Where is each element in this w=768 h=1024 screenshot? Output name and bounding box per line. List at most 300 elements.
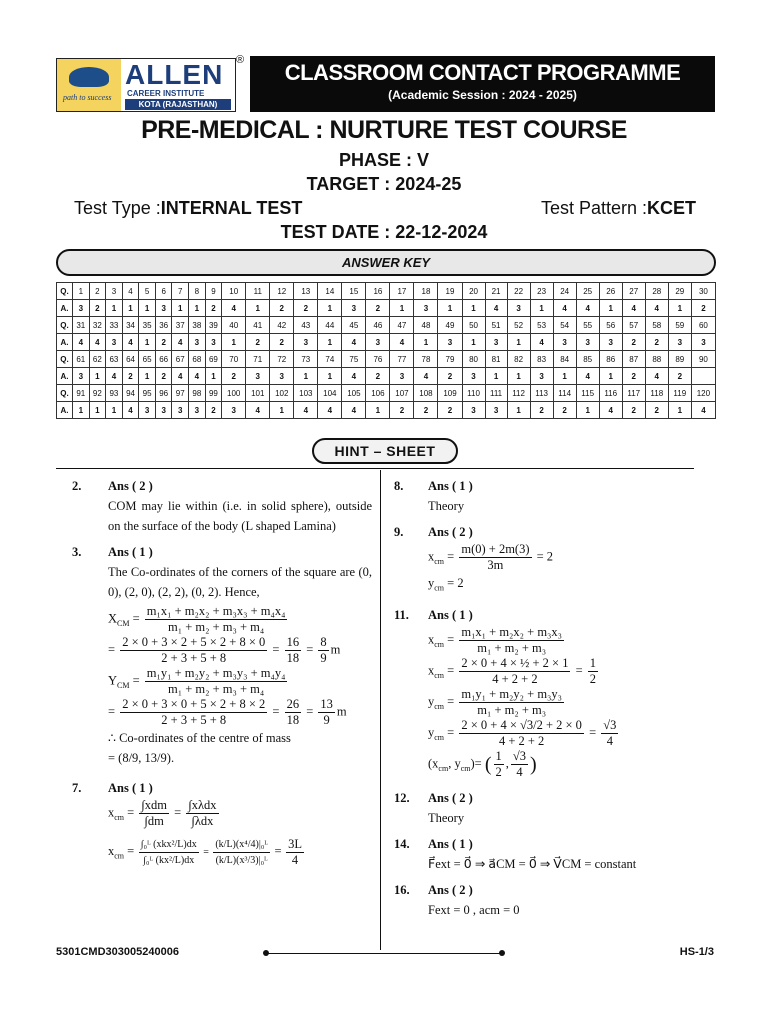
- question-number-cell: 30: [691, 283, 715, 300]
- answer-cell: 3: [438, 334, 462, 351]
- xcm-symbol: X: [108, 611, 118, 626]
- pair-x-num: 1: [495, 748, 502, 763]
- q11-pair-x: [494, 749, 504, 780]
- question-number-cell: 71: [246, 351, 270, 368]
- question-number-cell: 91: [73, 385, 90, 402]
- q9-xcm: $x_{cm}$ = $\frac{m(0) + 2m(3)}{3m}$ = 2: [428, 542, 554, 572]
- xcm-calc-fraction: [120, 635, 267, 666]
- q2-text: COM may lie within (i.e. in solid sphere), outside on the surface of the body (L shaped Lamina): [108, 499, 372, 533]
- question-number-cell: 21: [485, 283, 507, 300]
- q11-xcm-result-num: 1: [589, 655, 597, 670]
- answer-cell: 1: [205, 368, 222, 385]
- answer-cell: 4: [691, 402, 715, 419]
- xcm-r1-num: 16: [286, 635, 300, 649]
- question-number-cell: 15: [342, 283, 366, 300]
- answer-cell: 3: [205, 334, 222, 351]
- q7-number: 7.: [72, 781, 82, 795]
- answer-cell: 1: [462, 334, 485, 351]
- question-number-cell: 8: [189, 283, 206, 300]
- question-number-cell: 56: [599, 317, 622, 334]
- answer-cell: 4: [246, 402, 270, 419]
- question-number-cell: 80: [462, 351, 485, 368]
- row-header-a: A.: [57, 300, 73, 317]
- answer-cell: 2: [622, 368, 645, 385]
- question-number-cell: 1: [73, 283, 90, 300]
- q11-xcm-calc-den: 4 + 2 + 2: [492, 671, 538, 686]
- answer-cell: 1: [438, 300, 462, 317]
- question-number-cell: 45: [342, 317, 366, 334]
- question-number-cell: 70: [222, 351, 246, 368]
- ycm-calc-denominator: 2 + 3 + 5 + 8: [161, 713, 227, 727]
- answer-cell: 2: [622, 402, 645, 419]
- question-number-cell: 33: [106, 317, 123, 334]
- answer-cell: 3: [462, 402, 485, 419]
- question-number-cell: 29: [668, 283, 691, 300]
- question-number-cell: 118: [645, 385, 668, 402]
- row-header-q: Q.: [57, 317, 73, 334]
- pair-y-den: 4: [516, 764, 523, 779]
- answer-cell: 2: [438, 402, 462, 419]
- answer-cell: 3: [530, 368, 553, 385]
- q11-xcm-frac: [459, 625, 564, 656]
- footer-code: 5301CMD303005240006: [56, 946, 179, 958]
- banner-title: CLASSROOM CONTACT PROGRAMME: [284, 60, 681, 85]
- question-number-cell: 16: [366, 283, 390, 300]
- question-number-cell: 42: [270, 317, 294, 334]
- q3-conclusion: ∴ Co-ordinates of the centre of mass: [108, 731, 291, 745]
- q9-ycm: $y_{cm} = 2$: [428, 576, 464, 593]
- q11-ycm-calc: $y_{cm}$ = $\frac{2 \times 0 + 4 \times √3/2 + 2 \times 0}{4 + 2 + 2}$ = $\frac{√3}{4}$: [428, 717, 617, 748]
- answer-cell: 1: [106, 402, 123, 419]
- q7-formula: $x_{cm}$ = $\frac{\text{∫xdm}}{\int dm}$ = $\frac{\text{∫xλdx}}{\text{∫λdx}}$: [108, 798, 217, 828]
- question-number-cell: 7: [172, 283, 189, 300]
- question-number-cell: 87: [622, 351, 645, 368]
- hint-q12: [386, 788, 702, 828]
- hint-q8: [386, 476, 702, 516]
- test-type: [74, 198, 302, 219]
- q16-number: 16.: [394, 882, 410, 897]
- question-number-cell: 72: [270, 351, 294, 368]
- question-number-cell: 110: [462, 385, 485, 402]
- hint-divider: [56, 468, 694, 469]
- q7-integral: $x_{cm}$ = $\frac{\text{∫₀ᴸ (xkx²/L)dx}}{\text{∫₀ᴸ (kx²/L)dx}}$ = $\frac{\text{(k/L)(x⁴/4)|₀ᴸ}}{\text{(k/L)(x³/3)|₀ᴸ}}$ = $\frac{3L}{4}$: [108, 837, 302, 867]
- answer-cell: 4: [342, 402, 366, 419]
- q7-r1-num: ∫xdm: [141, 798, 167, 812]
- question-number-cell: 92: [89, 385, 106, 402]
- q11-ycm-result-den: 4: [606, 733, 613, 748]
- answer-cell: 3: [155, 300, 172, 317]
- answer-cell: 3: [390, 368, 414, 385]
- answer-cell: 3: [485, 402, 507, 419]
- q3-final: = (8/9, 13/9).: [108, 751, 175, 765]
- question-number-cell: 31: [73, 317, 90, 334]
- q7-answer: Ans ( 1 ): [108, 781, 153, 795]
- question-number-cell: 27: [622, 283, 645, 300]
- answer-cell: 2: [205, 300, 222, 317]
- banner-subtitle: (Academic Session : 2024 - 2025): [388, 88, 577, 102]
- answer-cell: 2: [530, 402, 553, 419]
- q9-answer: Ans ( 2 ): [428, 525, 473, 539]
- answer-cell: 2: [294, 300, 318, 317]
- question-number-cell: 113: [530, 385, 553, 402]
- question-number-cell: 32: [89, 317, 106, 334]
- phase-label: PHASE : V: [338, 150, 430, 170]
- q7-result-den: 4: [291, 853, 299, 867]
- answer-cell: 2: [155, 334, 172, 351]
- answer-cell: 3: [155, 402, 172, 419]
- logo-subtitle: CAREER INSTITUTE: [127, 89, 205, 98]
- test-pattern-value: KCET: [647, 198, 696, 218]
- answer-cell: 1: [462, 300, 485, 317]
- answer-cell: 3: [139, 402, 156, 419]
- xcm-denominator: m₁ + m₂ + m₃ + m₄: [168, 620, 265, 634]
- question-number-cell: 79: [438, 351, 462, 368]
- hint-right-column: [386, 476, 702, 920]
- xcm-numerator: m₁x₁ + m₂x₂ + m₃x₃ + m₄x₄: [146, 604, 286, 618]
- answer-cell: 3: [668, 334, 691, 351]
- target-label: TARGET : 2024-25: [306, 174, 462, 194]
- question-number-cell: 108: [414, 385, 438, 402]
- q7-r1-den: ∫dm: [144, 814, 164, 828]
- registered-mark: ®: [236, 54, 245, 66]
- xcm-r2: [318, 635, 328, 666]
- q11-ycm-formula: $y_{cm}$ = $\frac{\text{m₁y₁ + m₂y₂ + m₃y₃}}{\text{m₁ + m₂ + m₃}}$: [428, 686, 563, 717]
- answer-cell: 4: [294, 402, 318, 419]
- question-number-cell: 95: [139, 385, 156, 402]
- row-header-a: A.: [57, 402, 73, 419]
- question-number-cell: 55: [576, 317, 599, 334]
- answer-cell: 1: [599, 300, 622, 317]
- question-number-cell: 44: [318, 317, 342, 334]
- question-number-cell: 117: [622, 385, 645, 402]
- question-number-cell: 6: [155, 283, 172, 300]
- answer-cell: 2: [366, 368, 390, 385]
- row-header-q: Q.: [57, 283, 73, 300]
- test-date: TEST DATE : 22-12-2024: [280, 222, 488, 242]
- question-number-cell: 10: [222, 283, 246, 300]
- answer-cell: 4: [530, 334, 553, 351]
- q11-pair: ($x_{cm}$, $y_{cm})=$ ( $\frac{1}{2}$ , $\frac{√3}{4}$ ): [428, 748, 537, 779]
- answer-cell: 2: [246, 334, 270, 351]
- xcm-r1: [285, 635, 302, 666]
- answer-cell: 1: [189, 300, 206, 317]
- answer-cell: 2: [438, 368, 462, 385]
- answer-cell: 1: [318, 368, 342, 385]
- question-number-cell: 96: [155, 385, 172, 402]
- answer-cell: 4: [73, 334, 90, 351]
- q16-text: Fext = 0 , acm = 0: [428, 902, 520, 917]
- footer-page: HS-1/3: [679, 946, 714, 958]
- answer-cell: 3: [73, 368, 90, 385]
- answer-cell: 4: [172, 334, 189, 351]
- answer-cell: 3: [599, 334, 622, 351]
- question-number-cell: 112: [507, 385, 530, 402]
- q3-xcm-calc: = $\frac{2 \times 0 + 3 \times 2 + 5 \times 2 + 8 \times 0}{2 + 3 + 5 + 8}$ = $\frac{16}{18}$ = $\frac{8}{9}$ m: [108, 635, 341, 665]
- q8-text: Theory: [428, 499, 465, 513]
- column-divider: [380, 470, 381, 950]
- q2-answer: Ans ( 2 ): [108, 479, 153, 493]
- question-number-cell: 75: [342, 351, 366, 368]
- question-number-cell: 119: [668, 385, 691, 402]
- answer-cell: 3: [507, 300, 530, 317]
- answer-cell: 1: [599, 368, 622, 385]
- question-number-cell: 48: [414, 317, 438, 334]
- answer-cell: 3: [270, 368, 294, 385]
- answer-cell: 3: [246, 368, 270, 385]
- q9-ycm-value: = 2: [447, 576, 464, 590]
- q11-ycm-calc-num: 2 × 0 + 4 × √3/2 + 2 × 0: [461, 717, 582, 732]
- q11-ycm-calc-den: 4 + 2 + 2: [498, 733, 545, 748]
- q7-result: [286, 837, 304, 868]
- question-number-cell: 114: [553, 385, 576, 402]
- question-number-cell: 20: [462, 283, 485, 300]
- answer-key-question-row: [57, 385, 716, 402]
- question-number-cell: 64: [122, 351, 139, 368]
- row-header-a: A.: [57, 334, 73, 351]
- q9-frac-num: m(0) + 2m(3): [461, 542, 530, 556]
- question-number-cell: 83: [530, 351, 553, 368]
- answer-cell: 2: [270, 334, 294, 351]
- q7-r1: [139, 798, 169, 829]
- answer-cell: 4: [342, 368, 366, 385]
- answer-cell: 1: [507, 334, 530, 351]
- question-number-cell: 103: [294, 385, 318, 402]
- answer-cell: 4: [553, 300, 576, 317]
- ycm-symbol: Y: [108, 673, 118, 688]
- answer-cell: 2: [270, 300, 294, 317]
- hint-q2: [56, 476, 372, 536]
- question-number-cell: 115: [576, 385, 599, 402]
- question-number-cell: 97: [172, 385, 189, 402]
- answer-cell: 1: [668, 402, 691, 419]
- q3-answer: Ans ( 1 ): [108, 545, 153, 559]
- q12-text: Theory: [428, 810, 465, 825]
- question-number-cell: 86: [599, 351, 622, 368]
- answer-cell: 3: [172, 402, 189, 419]
- answer-cell: 3: [485, 334, 507, 351]
- test-type-value: INTERNAL TEST: [160, 198, 303, 218]
- q8-number: 8.: [394, 479, 404, 493]
- question-number-cell: 43: [294, 317, 318, 334]
- question-number-cell: 65: [139, 351, 156, 368]
- answer-cell: 1: [246, 300, 270, 317]
- question-number-cell: 60: [691, 317, 715, 334]
- course-title: PRE-MEDICAL : NURTURE TEST COURSE: [141, 116, 627, 144]
- q3-number: 3.: [72, 545, 82, 559]
- q11-answer: Ans ( 1 ): [428, 607, 473, 622]
- answer-cell: 1: [89, 368, 106, 385]
- q3-text: The Co-ordinates of the corners of the square are (0, 0), (2, 0), (2, 2), (0, 2). Hence,: [108, 565, 372, 599]
- q3-xcm-formula: $X_{CM}$ = $\frac{\text{m₁x₁ + m₂x₂ + m₃x₃ + m₄x₄}}{\text{m₁ + m₂ + m₃ + m₄}}$: [108, 604, 286, 634]
- answer-cell: 2: [390, 402, 414, 419]
- answer-cell: 3: [366, 334, 390, 351]
- answer-cell: 4: [576, 300, 599, 317]
- answer-cell: 4: [390, 334, 414, 351]
- answer-key-table: [56, 282, 716, 419]
- ycm-fraction: [145, 666, 288, 697]
- question-number-cell: 93: [106, 385, 123, 402]
- q11-ycm-result-num: √3: [603, 717, 617, 732]
- row-header-a: A.: [57, 368, 73, 385]
- question-number-cell: 81: [485, 351, 507, 368]
- q14-text: F⃗ext = 0⃗ ⇒ a⃗CM = 0⃗ ⇒ V⃗CM = constant: [428, 856, 637, 871]
- question-number-cell: 23: [530, 283, 553, 300]
- q7-r2: [186, 798, 218, 829]
- hint-left-column: [56, 476, 372, 868]
- q3-ycm-formula: $Y_{CM}$ = $\frac{\text{m₁y₁ + m₂y₂ + m₃y₃ + m₄y₄}}{\text{m₁ + m₂ + m₃ + m₄}}$: [108, 666, 286, 696]
- q7-result-num: 3L: [288, 837, 302, 851]
- q8-answer: Ans ( 1 ): [428, 479, 473, 493]
- answer-cell: 3: [553, 334, 576, 351]
- q9-result: = 2: [536, 549, 554, 564]
- answer-cell: 2: [155, 368, 172, 385]
- q11-xcm-den: m₁ + m₂ + m₃: [477, 640, 547, 655]
- question-number-cell: 74: [318, 351, 342, 368]
- answer-cell: 4: [106, 368, 123, 385]
- q11-xcm-formula: $x_{cm}$ = $\frac{\text{m₁x₁ + m₂x₂ + m₃x₃}}{\text{m₁ + m₂ + m₃}}$: [428, 624, 563, 655]
- hint-q16: [386, 880, 702, 920]
- footer-dot-left: [263, 950, 269, 956]
- q11-xcm-calc-num: 2 × 0 + 4 × ½ + 2 × 1: [461, 655, 569, 670]
- answer-cell: [691, 368, 715, 385]
- answer-cell: 4: [599, 402, 622, 419]
- answer-cell: 3: [414, 300, 438, 317]
- question-number-cell: 77: [390, 351, 414, 368]
- answer-cell: 1: [139, 300, 156, 317]
- question-number-cell: 61: [73, 351, 90, 368]
- answer-cell: 4: [414, 368, 438, 385]
- q14-number: 14.: [394, 836, 410, 851]
- question-number-cell: 12: [270, 283, 294, 300]
- answer-cell: 2: [222, 368, 246, 385]
- xcm-calc-denominator: 2 + 3 + 5 + 8: [161, 651, 227, 665]
- question-number-cell: 5: [139, 283, 156, 300]
- answer-cell: 1: [172, 300, 189, 317]
- q9-frac: [459, 542, 531, 573]
- footer-dot-right: [499, 950, 505, 956]
- question-number-cell: 102: [270, 385, 294, 402]
- ycm-subscript: CM: [117, 680, 130, 690]
- q16-answer: Ans ( 2 ): [428, 882, 473, 897]
- answer-cell: 3: [189, 334, 206, 351]
- answer-key-title: ANSWER KEY: [56, 249, 716, 276]
- answer-cell: 1: [73, 402, 90, 419]
- q3-ycm-calc: = $\frac{2 \times 0 + 3 \times 0 + 5 \times 2 + 8 \times 2}{2 + 3 + 5 + 8}$ = $\frac{26}{18}$ = $\frac{13}{9}$ m: [108, 697, 347, 727]
- answer-cell: 1: [668, 300, 691, 317]
- answer-cell: 2: [205, 402, 222, 419]
- xcm-r2-den: 9: [320, 651, 327, 665]
- answer-cell: 1: [122, 300, 139, 317]
- answer-cell: 4: [576, 368, 599, 385]
- answer-cell: 3: [189, 402, 206, 419]
- pair-sep: , y: [448, 755, 461, 770]
- answer-cell: 3: [73, 300, 90, 317]
- answer-cell: 1: [507, 368, 530, 385]
- answer-cell: 1: [414, 334, 438, 351]
- answer-cell: 3: [106, 334, 123, 351]
- answer-cell: 1: [390, 300, 414, 317]
- row-header-q: Q.: [57, 351, 73, 368]
- answer-cell: 2: [366, 300, 390, 317]
- question-number-cell: 24: [553, 283, 576, 300]
- question-number-cell: 59: [668, 317, 691, 334]
- answer-key-answer-row: [57, 368, 716, 385]
- ycm-r1-num: 26: [286, 697, 300, 711]
- q2-number: 2.: [72, 479, 82, 493]
- answer-cell: 1: [139, 334, 156, 351]
- question-number-cell: 100: [222, 385, 246, 402]
- answer-cell: 1: [318, 300, 342, 317]
- answer-cell: 3: [576, 334, 599, 351]
- answer-cell: 2: [668, 368, 691, 385]
- q11-ycm-frac: [459, 687, 564, 718]
- answer-cell: 3: [691, 334, 715, 351]
- q12-number: 12.: [394, 790, 410, 805]
- question-number-cell: 63: [106, 351, 123, 368]
- question-number-cell: 89: [668, 351, 691, 368]
- answer-key-question-row: [57, 317, 716, 334]
- question-number-cell: 46: [366, 317, 390, 334]
- ycm-calc-numerator: 2 × 0 + 3 × 0 + 5 × 2 + 8 × 2: [122, 697, 266, 711]
- logo-city: KOTA (RAJASTHAN): [125, 99, 231, 110]
- question-number-cell: 67: [172, 351, 189, 368]
- logo-tagline: path to success: [63, 93, 112, 102]
- question-number-cell: 105: [342, 385, 366, 402]
- answer-cell: 4: [189, 368, 206, 385]
- answer-cell: 1: [485, 368, 507, 385]
- question-number-cell: 11: [246, 283, 270, 300]
- answer-cell: 4: [172, 368, 189, 385]
- logo-wordmark: [121, 59, 235, 111]
- answer-cell: 1: [576, 402, 599, 419]
- question-number-cell: 49: [438, 317, 462, 334]
- pair-x-den: 2: [495, 764, 502, 779]
- answer-cell: 1: [222, 334, 246, 351]
- question-number-cell: 98: [189, 385, 206, 402]
- answer-cell: 2: [691, 300, 715, 317]
- question-number-cell: 3: [106, 283, 123, 300]
- graduation-cap-icon: [69, 67, 109, 87]
- q11-ycm-result: [601, 718, 618, 749]
- hint-sheet-title: HINT – SHEET: [312, 438, 458, 464]
- hint-q14: [386, 834, 702, 874]
- answer-cell: 1: [553, 368, 576, 385]
- answer-cell: 1: [318, 334, 342, 351]
- q11-xcm-num: m₁x₁ + m₂x₂ + m₃x₃: [461, 624, 563, 639]
- hint-q9: [386, 522, 702, 599]
- question-number-cell: 19: [438, 283, 462, 300]
- test-type-label: Test Type :: [74, 198, 161, 218]
- answer-cell: 1: [270, 402, 294, 419]
- answer-cell: 4: [485, 300, 507, 317]
- q11-pair-y: [511, 749, 528, 780]
- question-number-cell: 78: [414, 351, 438, 368]
- question-number-cell: 35: [139, 317, 156, 334]
- answer-cell: 3: [462, 368, 485, 385]
- question-number-cell: 38: [189, 317, 206, 334]
- answer-cell: 4: [318, 402, 342, 419]
- logo-brand: ALLEN: [125, 59, 224, 90]
- q9-frac-den: 3m: [487, 558, 504, 572]
- question-number-cell: 62: [89, 351, 106, 368]
- question-number-cell: 99: [205, 385, 222, 402]
- answer-cell: 4: [89, 334, 106, 351]
- answer-cell: 1: [139, 368, 156, 385]
- answer-cell: 2: [122, 368, 139, 385]
- pair-close: )=: [470, 755, 482, 770]
- question-number-cell: 9: [205, 283, 222, 300]
- hint-q7: [56, 778, 372, 868]
